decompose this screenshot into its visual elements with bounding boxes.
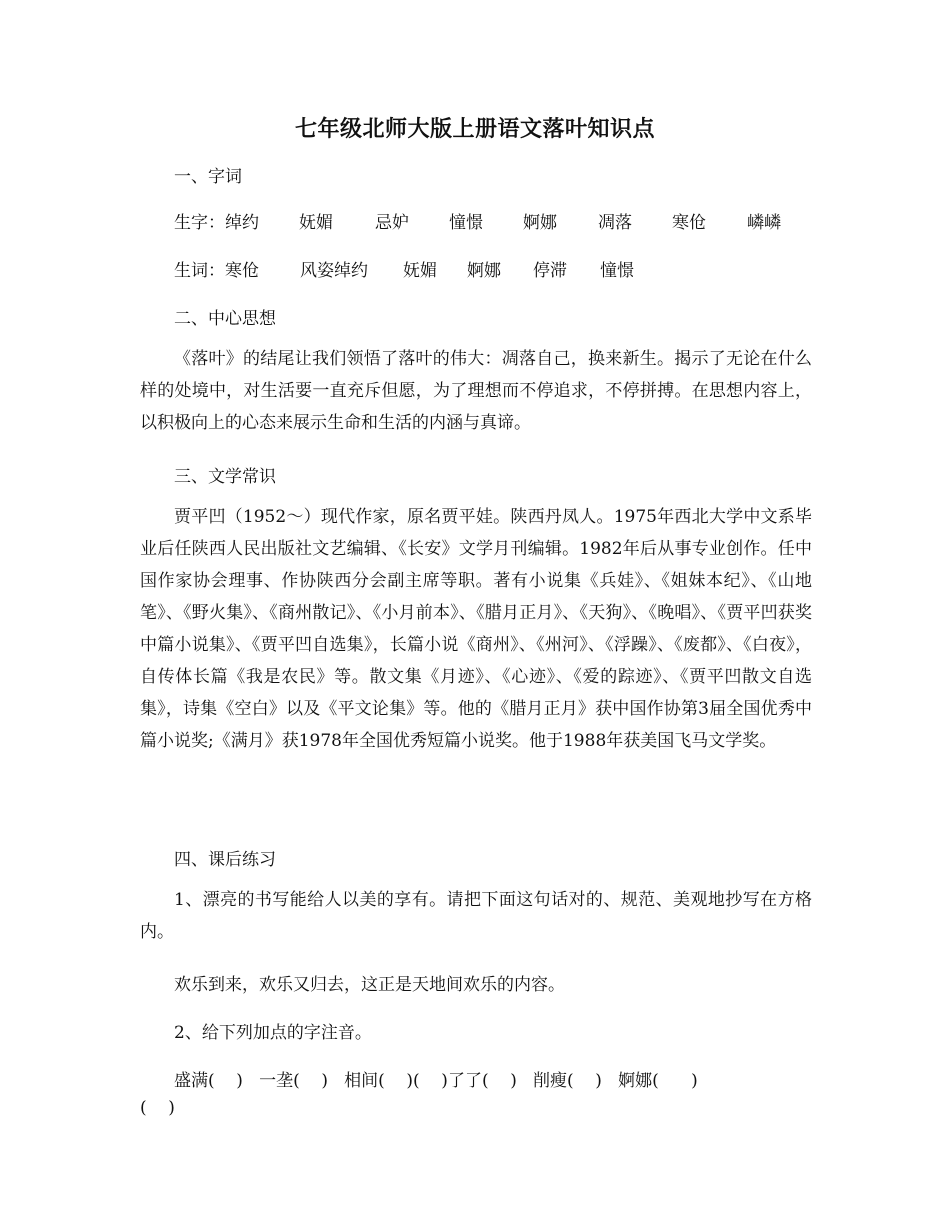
- shengci-word: 寒伧: [225, 261, 259, 281]
- shengzi-word: 妩媚: [299, 213, 333, 233]
- shengci-word: 风姿绰约: [300, 261, 368, 281]
- shengci-row: [174, 256, 634, 281]
- shengci-word: 憧憬: [600, 261, 634, 281]
- shengci-word: 婀娜: [467, 261, 501, 281]
- section4-heading: 四、课后练习: [174, 850, 276, 870]
- shengzi-word: 寒伧: [672, 213, 706, 233]
- section3-heading: 三、文学常识: [174, 467, 276, 487]
- question-2-line-2: ( ): [140, 1098, 175, 1118]
- page-title: 七年级北师大版上册语文落叶知识点: [294, 116, 655, 142]
- shengzi-word: 婀娜: [523, 213, 557, 233]
- shengci-label: 生词：: [174, 261, 225, 281]
- question-1-sentence: 欢乐到来，欢乐又归去，这正是天地间欢乐的内容。: [174, 975, 565, 995]
- section3-paragraph: 贾平凹（1952～）现代作家，原名贾平娃。陕西丹凤人。1975年西北大学中文系毕业后任陕西人民出版社文艺编辑、《长安》文学月刊编辑。1982年后从事专业创作。任中国作家协会理事、作协陕西分会副主席等职。著有小说集《兵娃》、《姐妹本纪》、《山地笔》、《野火集》、《商州散记》、《小月前本》、《腊月正月》、《天狗》、《晚唱》、《贾平凹获奖中篇小说集》、《贾平凹自选集》，长篇小说《商州》、《州河》、《浮躁》、《废都》、《白夜》，自传体长篇《我是农民》等。散文集《月迹》、《心迹》、《爱的踪迹》、《贾平凹散文自选集》，诗集《空白》以及《平文论集》等。他的《腊月正月》获中国作协第3届全国优秀中篇小说奖;《满月》获1978年全国优秀短篇小说奖。他于1988年获美国飞马文学奖。: [140, 507, 812, 751]
- shengzi-word: 憧憬: [449, 213, 483, 233]
- shengci-word: 妩媚: [403, 261, 437, 281]
- shengzi-word: 忌妒: [375, 213, 409, 233]
- shengci-word: 停滞: [533, 261, 567, 281]
- shengzi-label: 生字：: [174, 213, 225, 233]
- question-1: 1、漂亮的书写能给人以美的享有。请把下面这句话对的、规范、美观地抄写在方格内。: [140, 890, 812, 942]
- section2-heading: 二、中心思想: [174, 309, 276, 329]
- shengzi-row: [174, 208, 781, 233]
- shengzi-word: 嶙嶙: [747, 213, 781, 233]
- shengzi-word: 凋落: [598, 213, 632, 233]
- section2-paragraph: 《落叶》的结尾让我们领悟了落叶的伟大：凋落自己，换来新生。揭示了无论在什么样的处境中，对生活要一直充斥但愿，为了理想而不停追求，不停拼搏。在思想内容上，以积极向上的心态来展示生命和生活的内涵与真谛。: [140, 349, 812, 433]
- shengzi-word: 绰约: [225, 213, 259, 233]
- question-2-line-1: 盛满( ) 一垄( ) 相间( )( )了了( ) 削瘦( ) 婀娜( ): [174, 1071, 698, 1091]
- question-2: 2、给下列加点的字注音。: [174, 1023, 372, 1043]
- section1-heading: 一、字词: [174, 167, 242, 187]
